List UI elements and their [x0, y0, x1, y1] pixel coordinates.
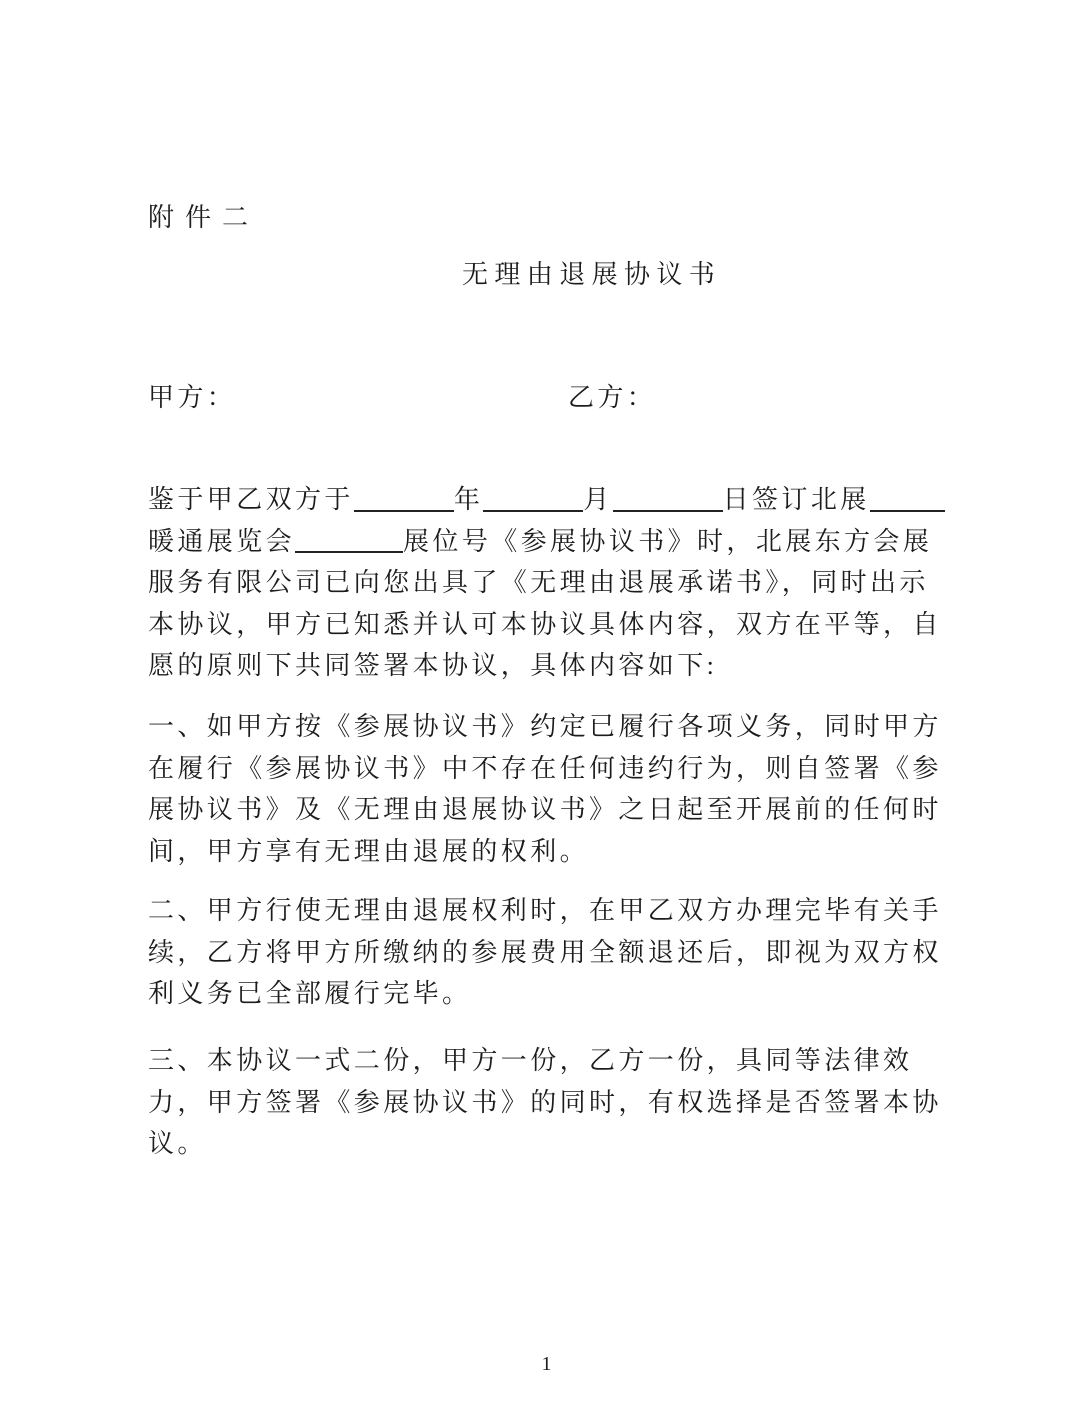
clause-2-line-1	[148, 890, 945, 932]
intro-line-2	[148, 521, 945, 563]
clause-2-line-3-text: 利义务已全部履行完毕。	[148, 979, 472, 1008]
intro-line-1-text-4: 日签订北展	[722, 485, 870, 514]
party-b-label: 乙方：	[568, 383, 657, 412]
intro-line-5	[148, 645, 945, 687]
clause-3-line-1-text: 三、本协议一式二份，甲方一份，乙方一份，具同等法律效	[148, 1046, 913, 1075]
clause-1-paragraph	[148, 706, 945, 872]
booth-number-blank-field	[295, 551, 403, 553]
exhibition-edition-blank-field	[870, 510, 945, 512]
intro-line-1-text-1: 鉴于甲乙双方于	[148, 485, 354, 514]
clause-2-line-1-text: 二、甲方行使无理由退展权利时，在甲乙双方办理完毕有关手	[148, 896, 942, 925]
clause-3-line-3	[148, 1123, 945, 1165]
page-number: 1	[541, 1353, 552, 1375]
intro-line-3	[148, 562, 945, 604]
clause-1-line-4	[148, 831, 945, 873]
intro-line-4	[148, 604, 945, 646]
intro-line-5-text: 愿的原则下共同签署本协议，具体内容如下:	[148, 651, 718, 680]
day-blank-field	[613, 510, 723, 512]
intro-line-1	[148, 479, 945, 521]
clause-1-line-2-text: 在履行《参展协议书》中不存在任何违约行为，则自签署《参	[148, 753, 942, 783]
clause-3-line-1	[148, 1040, 945, 1082]
party-a-label: 甲方：	[148, 383, 237, 412]
clause-3-line-3-text: 议。	[148, 1129, 207, 1158]
clause-1-line-1	[148, 706, 945, 748]
intro-line-2-text-1: 暖通展览会	[148, 526, 296, 556]
clause-1-line-3-text: 展协议书》及《无理由退展协议书》之日起至开展前的任何时	[148, 795, 942, 824]
clause-3-paragraph	[148, 1040, 945, 1165]
year-blank-field	[354, 510, 454, 512]
clause-3-line-2	[148, 1082, 945, 1124]
intro-line-3-text: 服务有限公司已向您出具了《无理由退展承诺书》，同时出示	[148, 568, 929, 597]
intro-paragraph	[148, 479, 945, 687]
clause-1-line-1-text: 一、如甲方按《参展协议书》约定已履行各项义务，同时甲方	[148, 712, 942, 741]
attachment-label: 附件二	[148, 203, 260, 232]
document-title: 无理由退展协议书	[462, 260, 722, 289]
intro-line-1-text-3: 月	[583, 485, 613, 514]
month-blank-field	[483, 510, 583, 512]
intro-line-4-text: 本协议，甲方已知悉并认可本协议具体内容，双方在平等，自	[148, 609, 942, 639]
clause-3-line-2-text: 力，甲方签署《参展协议书》的同时，有权选择是否签署本协	[148, 1087, 942, 1117]
clause-2-paragraph	[148, 890, 945, 1015]
clause-2-line-2	[148, 932, 945, 974]
clause-2-line-2-text: 续，乙方将甲方所缴纳的参展费用全额退还后，即视为双方权	[148, 937, 942, 967]
clause-1-line-4-text: 间，甲方享有无理由退展的权利。	[148, 836, 590, 866]
intro-line-2-text-2: 展位号《参展协议书》时，北展东方会展	[403, 526, 933, 556]
clause-2-line-3	[148, 973, 945, 1015]
clause-1-line-2	[148, 748, 945, 790]
intro-line-1-text-2: 年	[453, 485, 484, 514]
clause-1-line-3	[148, 789, 945, 831]
